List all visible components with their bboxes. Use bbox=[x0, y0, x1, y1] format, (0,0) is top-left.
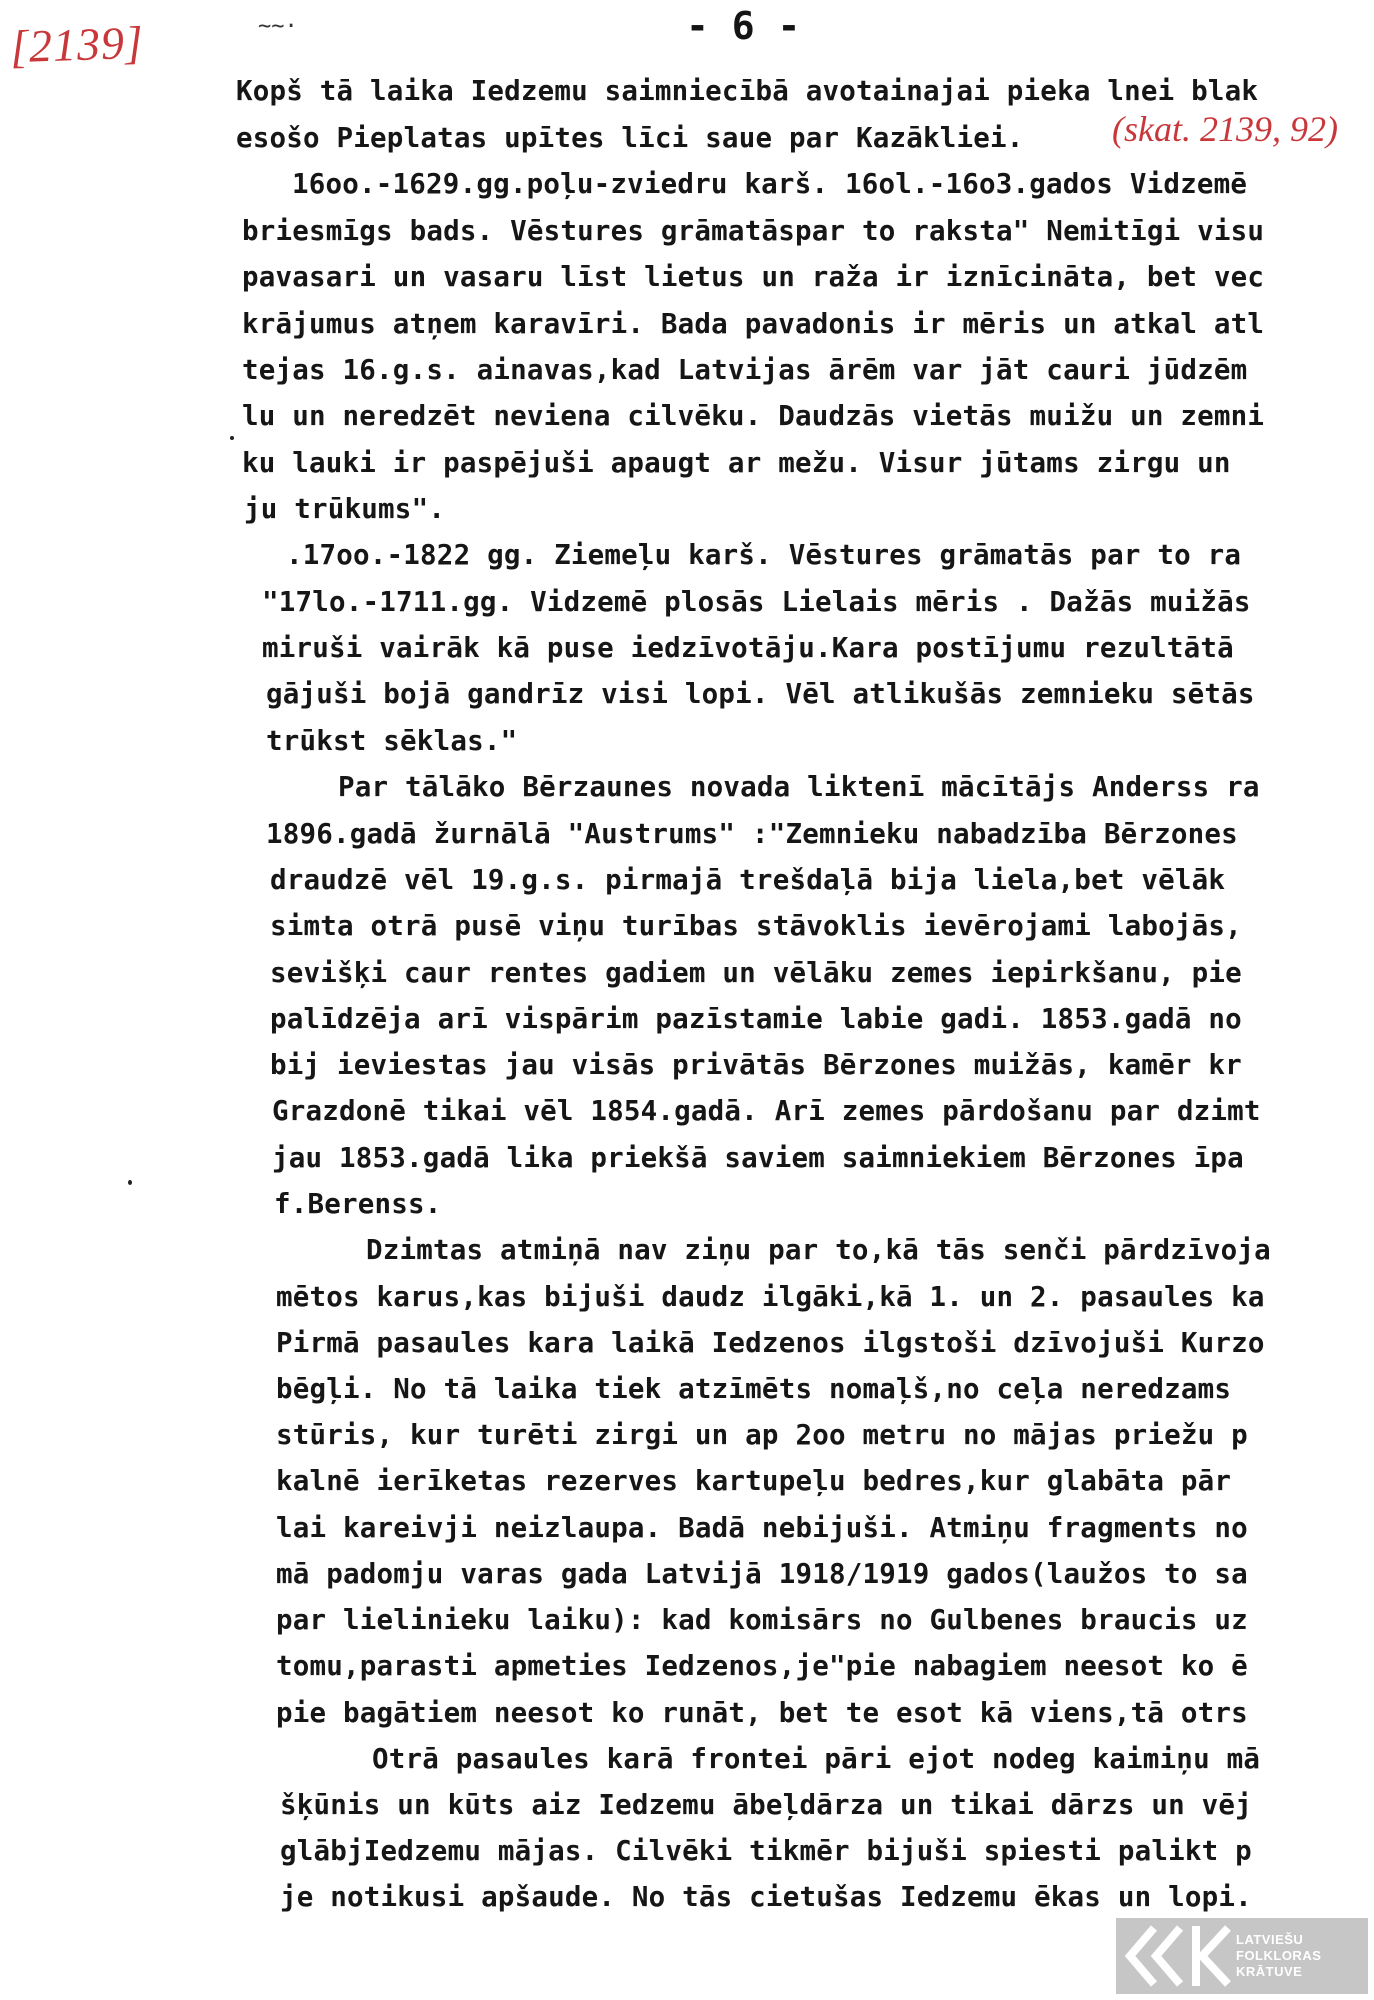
archive-logo bbox=[1116, 1918, 1368, 1994]
archive-number: [2139] bbox=[9, 16, 145, 73]
text-line: stūris, kur turēti zirgi un ap 2oo metru no mājas priežu p bbox=[276, 1419, 1248, 1451]
archive-logo-icon bbox=[1116, 1918, 1236, 1994]
text-line: Dzimtas atmiņā nav ziņu par to,kā tās senči pārdzīvoja bbox=[366, 1234, 1271, 1266]
text-line: miruši vairāk kā puse iedzīvotāju.Kara postījumu rezultātā bbox=[262, 632, 1234, 664]
text-line: 16oo.-1629.gg.poļu-zviedru karš. 16ol.-16o3.gados Vidzemē bbox=[292, 168, 1248, 200]
text-line: Pirmā pasaules kara laikā Iedzenos ilgstoši dzīvojuši Kurzo bbox=[276, 1327, 1265, 1359]
ink-speck bbox=[128, 1180, 132, 1185]
text-line: draudzē vēl 19.g.s. pirmajā trešdaļā bija liela,bet vēlāk bbox=[270, 864, 1226, 896]
text-line: mā padomju varas gada Latvijā 1918/1919 gados(laužos to sa bbox=[276, 1558, 1248, 1590]
text-line: par lielinieku laiku): kad komisārs no Gulbenes braucis uz bbox=[276, 1604, 1248, 1636]
text-line: Par tālāko Bērzaunes novada liktenī mācītājs Anderss ra bbox=[338, 771, 1260, 803]
archive-logo-text bbox=[1236, 1932, 1321, 1980]
text-line: "17lo.-1711.gg. Vidzemē plosās Lielais mēris . Dažās muižās bbox=[262, 586, 1251, 618]
text-line: trūkst sēklas." bbox=[266, 725, 518, 757]
text-line: ku lauki ir paspējuši apaugt ar mežu. Visur jūtams zirgu un bbox=[242, 447, 1231, 479]
ink-speck bbox=[230, 436, 234, 440]
text-line: bij ieviestas jau visās privātās Bērzones muižās, kamēr kr bbox=[270, 1049, 1242, 1081]
text-line: kalnē ierīketas rezerves kartupeļu bedres,kur glabāta pār bbox=[276, 1465, 1232, 1497]
text-line: Grazdonē tikai vēl 1854.gadā. Arī zemes pārdošanu par dzimt bbox=[272, 1095, 1261, 1127]
text-line: lu un neredzēt neviena cilvēku. Daudzās vietās muižu un zemni bbox=[242, 400, 1265, 432]
text-line: glābjIedzemu mājas. Cilvēki tikmēr bijuši spiesti palikt p bbox=[280, 1835, 1252, 1867]
text-line: tejas 16.g.s. ainavas,kad Latvijas ārēm var jāt cauri jūdzēm bbox=[242, 354, 1248, 386]
logo-line: FOLKLORAS bbox=[1236, 1948, 1322, 1963]
logo-line: KRĀTUVE bbox=[1236, 1964, 1303, 1979]
text-line: 1896.gadā žurnālā "Austrums" :"Zemnieku nabadzība Bērzones bbox=[266, 818, 1238, 850]
text-line: mētos karus,kas bijuši daudz ilgāki,kā 1. un 2. pasaules ka bbox=[276, 1281, 1265, 1313]
text-line: lai kareivji neizlaupa. Badā nebijuši. Atmiņu fragments no bbox=[276, 1512, 1248, 1544]
text-line: tomu,parasti apmeties Iedzenos,je"pie nabagiem neesot ko ē bbox=[276, 1650, 1248, 1682]
text-line: šķūnis un kūts aiz Iedzemu ābeļdārza un tikai dārzs un vēj bbox=[280, 1789, 1252, 1821]
text-line: palīdzēja arī vispārim pazīstamie labie gadi. 1853.gadā no bbox=[270, 1003, 1242, 1035]
text-line: briesmīgs bads. Vēstures grāmatāspar to raksta" Nemitīgi visu bbox=[242, 215, 1265, 247]
text-line: jau 1853.gadā lika priekšā saviem saimniekiem Bērzones īpa bbox=[272, 1142, 1244, 1174]
text-line: simta otrā pusē viņu turības stāvoklis ievērojami labojās, bbox=[270, 910, 1242, 942]
text-line: .17oo.-1822 gg. Ziemeļu karš. Vēstures grāmatās par to ra bbox=[286, 539, 1242, 571]
text-line: Otrā pasaules karā frontei pāri ejot nodeg kaimiņu mā bbox=[372, 1743, 1261, 1775]
text-line: pavasari un vasaru līst lietus un raža ir iznīcināta, bet vec bbox=[242, 261, 1265, 293]
margin-reference-annotation: (skat. 2139, 92) bbox=[1112, 109, 1338, 149]
text-line: gājuši bojā gandrīz visi lopi. Vēl atlikušās zemnieku sētās bbox=[266, 678, 1255, 710]
text-line: f.Berenss. bbox=[274, 1188, 442, 1220]
text-line: sevišķi caur rentes gadiem un vēlāku zemes iepirkšanu, pie bbox=[270, 957, 1242, 989]
text-line: Kopš tā laika Iedzemu saimniecībā avotainajai pieka lnei blak bbox=[236, 75, 1259, 107]
page-number: - 6 - bbox=[686, 4, 801, 48]
text-line: ju trūkums". bbox=[244, 493, 446, 525]
text-line: krājumus atņem karavīri. Bada pavadonis ir mēris un atkal atl bbox=[242, 308, 1265, 340]
top-mark: ~~· bbox=[258, 14, 298, 39]
text-line: bēgļi. No tā laika tiek atzīmēts nomaļš,no ceļa neredzams bbox=[276, 1373, 1232, 1405]
text-line: pie bagātiem neesot ko runāt, bet te esot kā viens,tā otrs bbox=[276, 1697, 1248, 1729]
logo-line: LATVIEŠU bbox=[1236, 1932, 1304, 1947]
text-line: esošo Pieplatas upītes līci saue par Kazākliei. bbox=[236, 122, 1024, 154]
text-line: je notikusi apšaude. No tās cietušas Iedzemu ēkas un lopi. bbox=[280, 1881, 1252, 1913]
